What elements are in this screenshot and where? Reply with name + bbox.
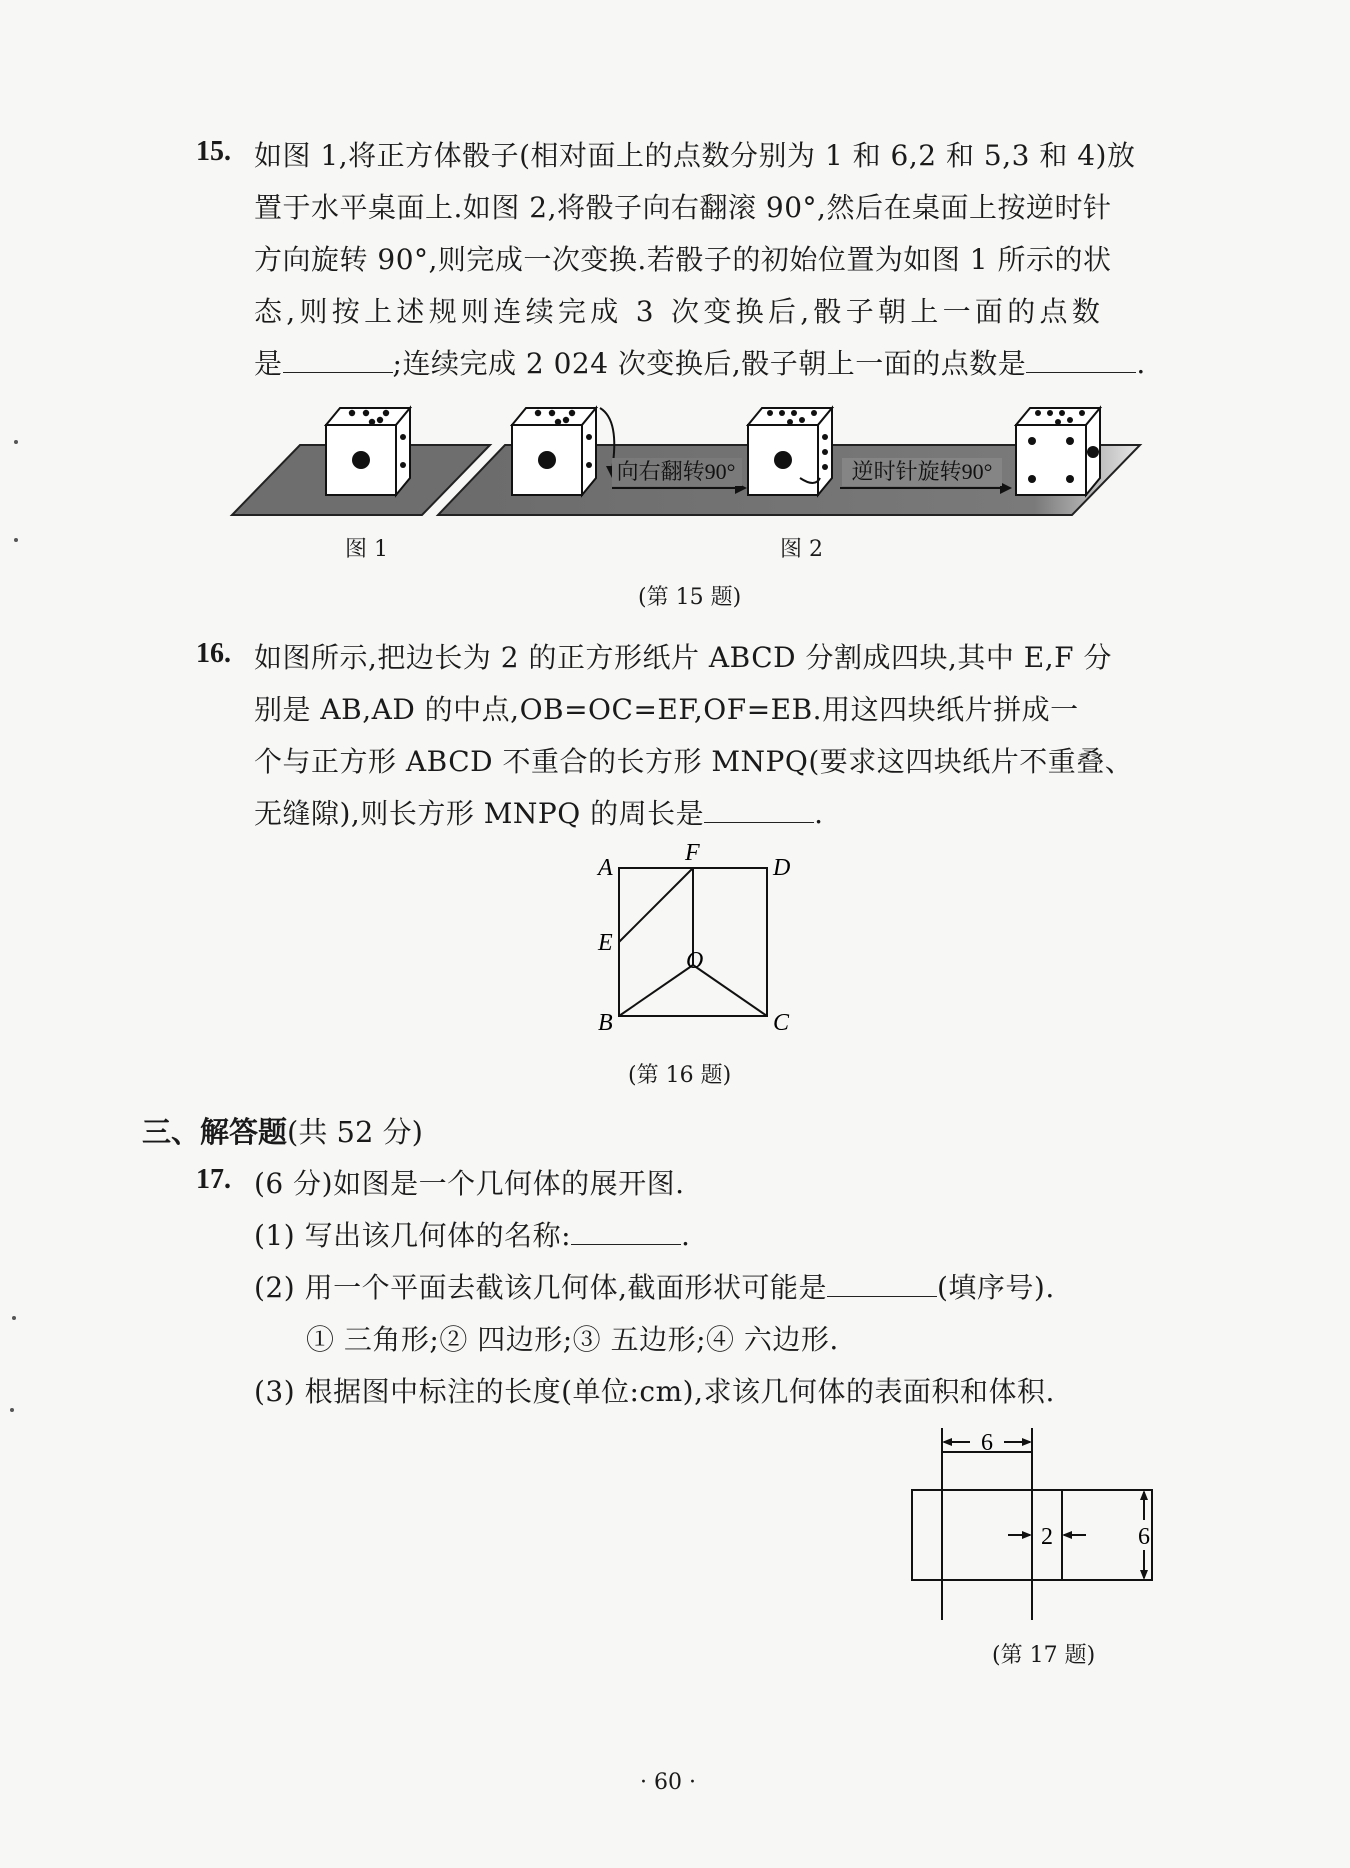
q16-line4-text: 无缝隙),则长方形 MNPQ 的周长是 — [254, 797, 705, 830]
label-C: C — [773, 1010, 790, 1036]
q16-answer-blank[interactable] — [704, 798, 814, 823]
q16-square-figure — [580, 840, 810, 1040]
q15-dice-figure — [0, 0, 1350, 620]
q17-options: ① 三角形;② 四边形;③ 五边形;④ 六边形. — [306, 1323, 839, 1356]
q17-answer-blank-1[interactable] — [571, 1220, 681, 1245]
q16-number: 16. — [196, 638, 231, 669]
q17-part-1 — [254, 1214, 690, 1254]
q15-line5-start: 是 — [254, 347, 283, 380]
fig2-die-end — [1016, 408, 1100, 495]
q15-line-1: 如图 1,将正方体骰子(相对面上的点数分别为 1 和 6,2 和 5,3 和 4)放 — [254, 139, 1136, 172]
margin-speck — [10, 1408, 14, 1412]
q15-line-4: 态,则按上述规则连续完成 3 次变换后,骰子朝上一面的点数 — [254, 295, 1105, 328]
q17-part1-text: (1) 写出该几何体的名称: — [254, 1219, 571, 1252]
q15-line-2: 置于水平桌面上.如图 2,将骰子向右翻滚 90°,然后在桌面上按逆时针 — [254, 191, 1112, 224]
q17-part2-text: (2) 用一个平面去截该几何体,截面形状可能是 — [254, 1271, 827, 1304]
dim-right-value: 6 — [1138, 1524, 1150, 1550]
q17-caption: (第 17 题) — [992, 1643, 1096, 1668]
dim-top-value: 6 — [981, 1430, 993, 1456]
q16-caption: (第 16 题) — [628, 1063, 732, 1088]
dim-mid-value: 2 — [1041, 1524, 1053, 1550]
fig2-rotate-label: 逆时针旋转90° — [851, 459, 993, 484]
section-points: (共 52 分) — [287, 1115, 423, 1149]
q17-part-2 — [254, 1266, 1055, 1306]
fig2-label: 图 2 — [780, 537, 823, 562]
fig1-label: 图 1 — [345, 537, 388, 562]
q15-line5-end: . — [1136, 347, 1146, 380]
q17-part1-end: . — [681, 1219, 691, 1252]
label-E: E — [598, 930, 613, 956]
q17-net-figure — [900, 1420, 1200, 1620]
margin-speck — [14, 440, 18, 444]
q16-line-2: 别是 AB,AD 的中点,OB=OC=EF,OF=EB.用这四块纸片拼成一 — [254, 693, 1079, 726]
fig2-die-middle — [748, 408, 832, 495]
q16-line-4 — [254, 792, 824, 832]
fig2-roll-label: 向右翻转90° — [616, 459, 736, 484]
q15-line5-middle: ;连续完成 2 024 次变换后,骰子朝上一面的点数是 — [392, 347, 1027, 380]
q15-number: 15. — [196, 136, 231, 167]
label-B: B — [598, 1010, 613, 1036]
q15-line-3: 方向旋转 90°,则完成一次变换.若骰子的初始位置为如图 1 所示的状 — [254, 243, 1112, 276]
margin-speck — [12, 1316, 16, 1320]
q15-caption: (第 15 题) — [638, 585, 742, 610]
q16-line4-end: . — [814, 797, 824, 830]
margin-speck — [14, 538, 18, 542]
label-F: F — [685, 840, 700, 866]
q17-number: 17. — [196, 1164, 231, 1195]
q17-part2-end: (填序号). — [936, 1271, 1055, 1304]
page-number: · 60 · — [640, 1770, 696, 1795]
fig1-die — [326, 408, 410, 495]
q16-line-1: 如图所示,把边长为 2 的正方形纸片 ABCD 分割成四块,其中 E,F 分 — [254, 641, 1112, 674]
label-D: D — [773, 855, 791, 881]
q16-line-3: 个与正方形 ABCD 不重合的长方形 MNPQ(要求这四块纸片不重叠、 — [254, 745, 1134, 778]
section-heading: 三、解答题 — [142, 1115, 288, 1149]
q17-part-3: (3) 根据图中标注的长度(单位:cm),求该几何体的表面积和体积. — [254, 1375, 1055, 1408]
label-O: O — [686, 948, 704, 974]
label-A: A — [598, 855, 613, 881]
section-title — [142, 1110, 423, 1151]
q17-answer-blank-2[interactable] — [827, 1272, 937, 1297]
q17-intro: (6 分)如图是一个几何体的展开图. — [254, 1167, 685, 1200]
